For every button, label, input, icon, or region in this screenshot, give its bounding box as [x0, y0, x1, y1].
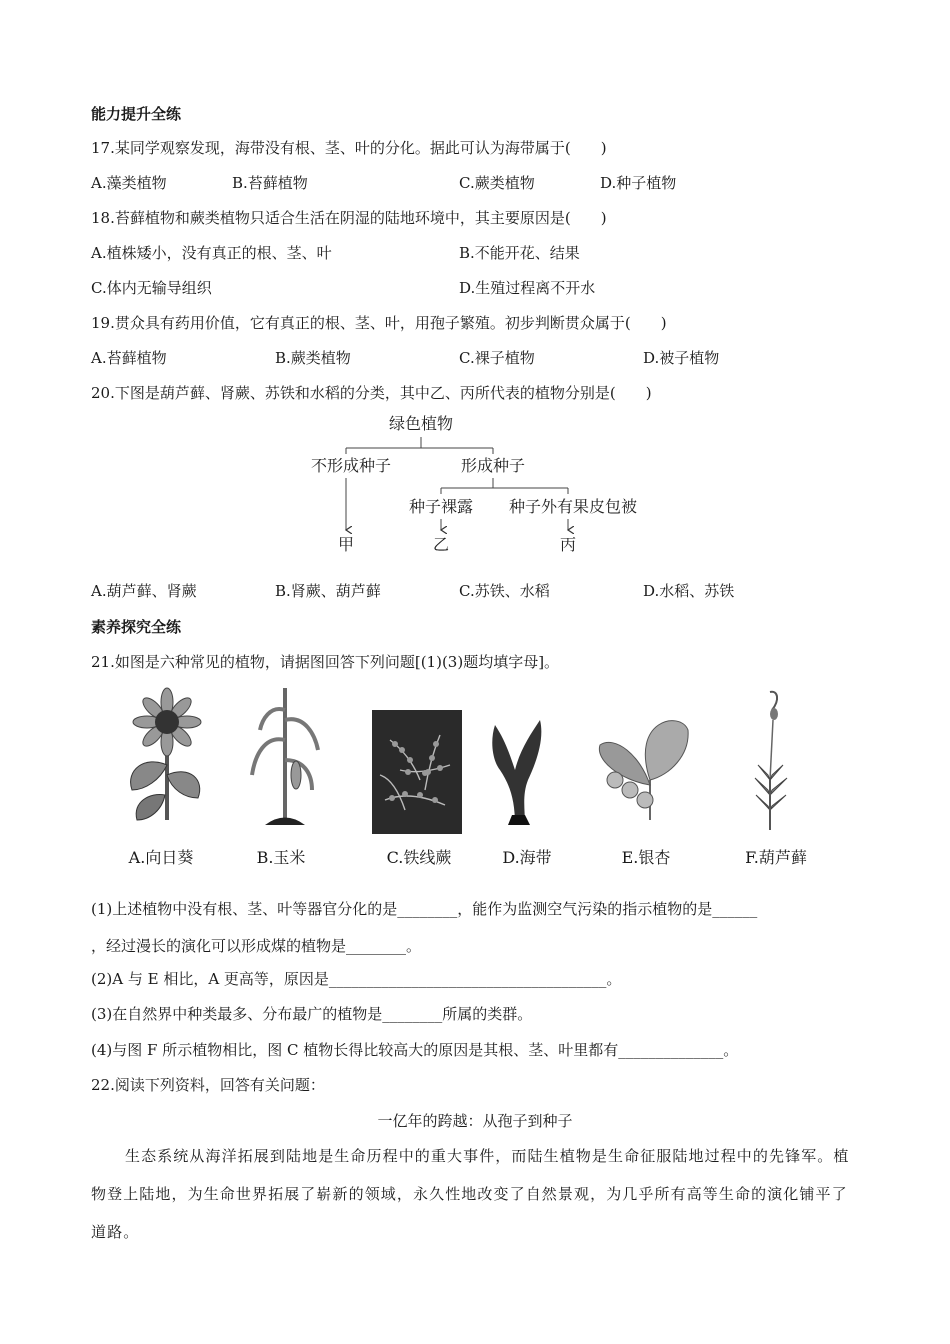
kelp-image: [492, 720, 541, 825]
section-heading-literacy: 素养探究全练: [91, 618, 182, 636]
sunflower-image: [131, 688, 201, 820]
q18-option-d: D.生殖过程离不开水: [459, 279, 596, 297]
q21-sub1-line1: (1)上述植物中没有根、茎、叶等器官分化的是________，能作为监测空气污染的指示植物的是______: [91, 900, 758, 918]
q21-sub2: (2)A 与 E 相比，A 更高等，原因是_____________________________________。: [91, 970, 622, 988]
question-17-stem: 17.某同学观察发现，海带没有根、茎、叶的分化。据此可认为海带属于( ): [91, 139, 607, 157]
q18-option-b: B.不能开花、结果: [459, 244, 580, 262]
q17-option-b: B.苔藓植物: [232, 174, 308, 192]
plant-label-d: D.海带: [502, 848, 552, 867]
question-19-stem: 19.贯众具有药用价值，它有真正的根、茎、叶，用孢子繁殖。初步判断贯众属于( ): [91, 314, 667, 332]
q17-option-d: D.种子植物: [600, 174, 677, 192]
q21-sub3: (3)在自然界中种类最多、分布最广的植物是________所属的类群。: [91, 1005, 533, 1023]
tree-leaf-jia: 甲: [337, 535, 355, 554]
plant-label-f: F.葫芦藓: [745, 848, 807, 867]
corn-image: [252, 688, 318, 825]
section-heading-ability: 能力提升全练: [91, 105, 182, 123]
q20-option-c: C.苏铁、水稻: [459, 582, 550, 600]
q20-option-d: D.水稻、苏铁: [643, 582, 735, 600]
q19-option-d: D.被子植物: [643, 349, 720, 367]
plants-illustration: [0, 680, 950, 840]
q21-sub1-line2: ，经过漫长的演化可以形成煤的植物是________。: [91, 937, 422, 955]
tree-leaf-yi: 乙: [432, 535, 450, 554]
question-21-stem: 21.如图是六种常见的植物，请据图回答下列问题[(1)(3)题均填字母]。: [91, 653, 560, 671]
tree-root-label: 绿色植物: [388, 414, 454, 433]
plant-label-b: B.玉米: [256, 848, 306, 867]
reading-title: 一亿年的跨越：从孢子到种子: [377, 1112, 573, 1130]
q21-sub4: (4)与图 F 所示植物相比，图 C 植物长得比较高大的原因是其根、茎、叶里都有______________。: [91, 1041, 739, 1059]
ginkgo-image: [599, 721, 688, 820]
question-20-stem: 20.下图是葫芦藓、肾蕨、苏铁和水稻的分类，其中乙、丙所代表的植物分别是( ): [91, 384, 652, 402]
q18-option-a: A.植株矮小，没有真正的根、茎、叶: [91, 244, 332, 262]
question-22-stem: 22.阅读下列资料，回答有关问题：: [91, 1076, 325, 1094]
q17-option-c: C.蕨类植物: [459, 174, 535, 192]
q19-option-b: B.蕨类植物: [275, 349, 351, 367]
q18-option-c: C.体内无输导组织: [91, 279, 212, 297]
tree-naked-seed-label: 种子裸露: [408, 497, 474, 516]
q20-option-b: B.肾蕨、葫芦藓: [275, 582, 381, 600]
plant-label-a: A.向日葵: [128, 848, 194, 867]
reading-paragraph: 生态系统从海洋拓展到陆地是生命历程中的重大事件，而陆生植物是生命征服陆地过程中的先锋军。植物登上陆地，为生命世界拓展了崭新的领域，永久性地改变了自然景观，为几乎所有高等生命的演化铺平了道路。: [91, 1147, 850, 1241]
classification-tree-diagram: [0, 408, 950, 568]
tree-seed-label: 形成种子: [460, 456, 526, 475]
tree-no-seed-label: 不形成种子: [310, 456, 392, 475]
tree-leaf-bing: 丙: [559, 535, 577, 554]
fern-image: [372, 710, 462, 834]
tree-covered-seed-label: 种子外有果皮包被: [508, 497, 638, 516]
q17-option-a: A.藻类植物: [91, 174, 167, 192]
moss-image: [755, 692, 787, 830]
question-18-stem: 18.苔藓植物和蕨类植物只适合生活在阴湿的陆地环境中，其主要原因是( ): [91, 209, 607, 227]
q19-option-a: A.苔藓植物: [91, 349, 167, 367]
plant-label-e: E.银杏: [621, 848, 671, 867]
q20-option-a: A.葫芦藓、肾蕨: [91, 582, 197, 600]
plant-label-c: C.铁线蕨: [386, 848, 452, 867]
q19-option-c: C.裸子植物: [459, 349, 535, 367]
